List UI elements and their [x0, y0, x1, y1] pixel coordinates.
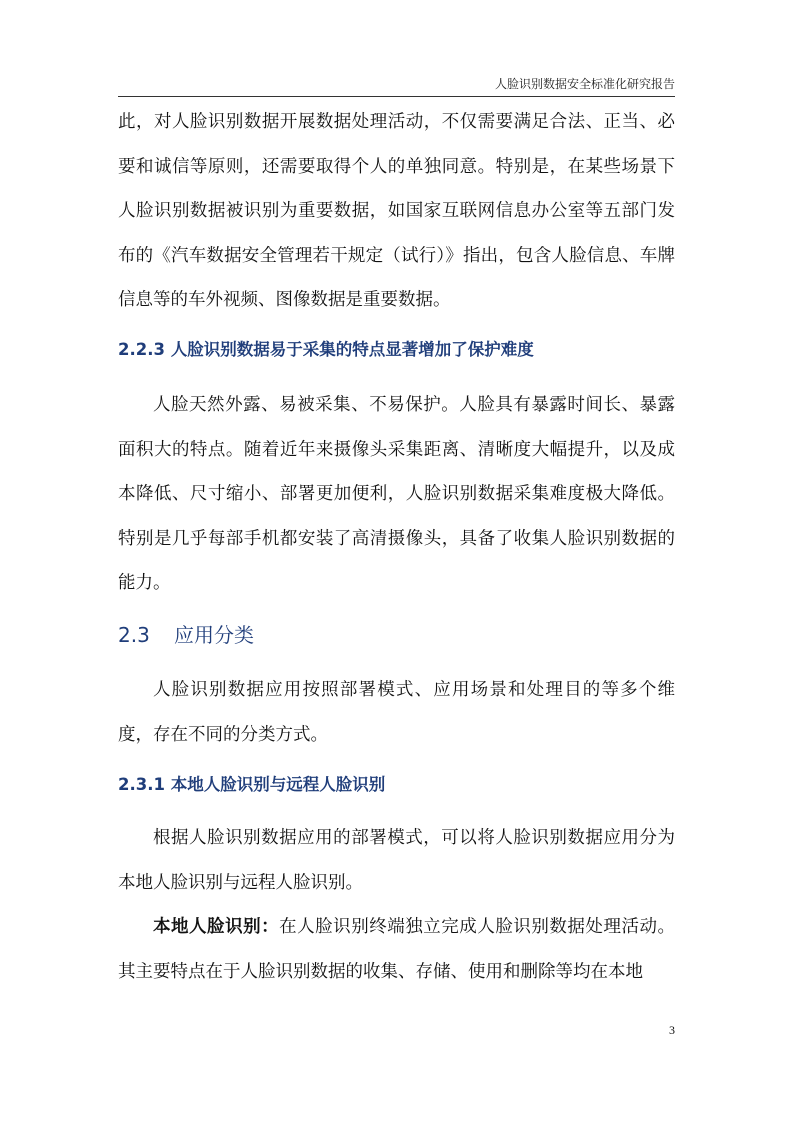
term-local-face-recognition: 本地人脸识别：	[153, 917, 280, 938]
paragraph-application-classes: 人脸识别数据应用按照部署模式、应用场景和处理目的等多个维度，存在不同的分类方式。	[118, 679, 675, 745]
header-rule	[118, 96, 675, 97]
paragraph-continued: 此，对人脸识别数据开展数据处理活动，不仅需要满足合法、正当、必要和诚信等原则，还需要取得个人的单独同意。特别是，在某些场景下人脸识别数据被识别为重要数据，如国家互联网信息办公室等五部门发布的《汽车数据安全管理若干规定（试行）》指出，包含人脸信息、车牌信息等的车外视频、图像数据是重要数据。	[118, 112, 675, 311]
paragraph-deployment-mode: 根据人脸识别数据应用的部署模式，可以将人脸识别数据应用分为本地人脸识别与远程人脸识别。	[118, 828, 675, 893]
heading-2-3-number: 2.3	[118, 622, 150, 647]
running-header: 人脸识别数据安全标准化研究报告	[494, 77, 675, 91]
heading-2-3-title: 应用分类	[174, 622, 254, 647]
definition-local-face-recognition: 在人脸识别终端独立完成人脸识别数据处理活动。其主要特点在于人脸识别数据的收集、存储、使用和删除等均在本地	[118, 917, 675, 982]
page-content	[118, 100, 675, 995]
paragraph-local-face-recognition	[118, 905, 675, 994]
heading-2-3	[118, 621, 675, 649]
paragraph-face-exposure: 人脸天然外露、易被采集、不易保护。人脸具有暴露时间长、暴露面积大的特点。随着近年来摄像头采集距离、清晰度大幅提升，以及成本降低、尺寸缩小、部署更加便利，人脸识别数据采集难度极大降低。特别是几乎每部手机都安装了高清摄像头，具备了收集人脸识别数据的能力。	[118, 394, 675, 594]
heading-2-2-3: 2.2.3 人脸识别数据易于采集的特点显著增加了保护难度	[118, 339, 534, 359]
page-number: 3	[669, 1023, 675, 1037]
heading-2-3-1: 2.3.1 本地人脸识别与远程人脸识别	[118, 775, 386, 795]
